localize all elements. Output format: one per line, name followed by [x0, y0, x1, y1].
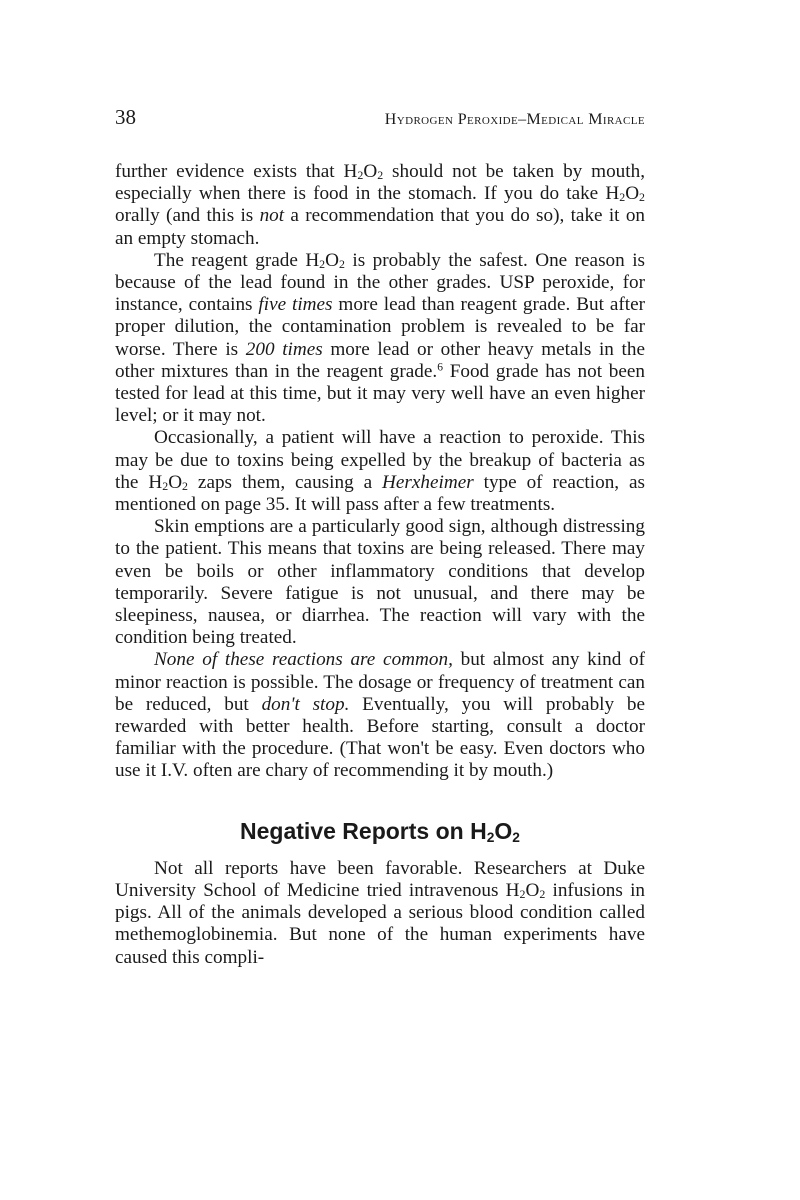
- body-text: [115, 161, 645, 969]
- chemical-formula: H2O2: [148, 471, 188, 493]
- section-heading: Negative Reports on H2O2: [240, 817, 520, 845]
- paragraph-text: infusions in pigs. All of the animals developed a serious blood condition called methemoglobinemia. But none of the human experiments have caused this compli-: [115, 879, 645, 968]
- running-header: [115, 105, 645, 145]
- paragraph-text: Eventually, you will probably be rewarded with better health. Before starting, consult a doctor familiar with the procedure. (That won't be easy. Even doctors who use it I.V. often are chary of recommending it by mouth.): [115, 693, 646, 782]
- paragraph-text: type of reaction, as mentioned on page 35. It will pass after a few treatments.: [115, 471, 645, 516]
- paragraph-text: Not all reports have been favorable. Researchers at Duke University School of Medicine tried intravenous: [115, 857, 645, 901]
- paragraph-text: should not be taken by mouth, especially when there is food in the stomach. If you do take: [115, 161, 645, 205]
- paragraph-text: more lead or other heavy metals in the other mixtures than in the reagent grade.: [115, 338, 645, 382]
- emphasis-text: not: [259, 205, 285, 227]
- paragraph-text: but almost any kind of minor reaction is possible. The dosage or frequency of treatment can be reduced, but: [115, 649, 645, 715]
- paragraph-text: zaps them, causing a: [188, 471, 383, 493]
- paragraph-4: [115, 516, 645, 649]
- chemical-formula: H2O2: [605, 183, 645, 205]
- chemical-formula: H2O2: [505, 879, 546, 902]
- paragraph-text: a recommendation that you do so), take it on an empty stomach.: [115, 205, 646, 249]
- paragraph-text: Food grade has not been tested for lead at this time, but it may very well have an even higher level; or it may not.: [115, 360, 645, 427]
- paragraph-text: Occasionally, a patient will have a reaction to peroxide. This may be due to toxins being expelled by the breakup of bacteria as the: [115, 427, 645, 493]
- emphasis-text: don't stop.: [261, 693, 350, 715]
- footnote-reference: 6: [437, 361, 443, 374]
- paragraph-5: [115, 649, 645, 782]
- chemical-formula: H2O2: [305, 249, 345, 271]
- emphasis-text: five times: [258, 294, 333, 316]
- paragraph-6: [115, 858, 645, 969]
- emphasis-text: 200 times: [245, 338, 323, 360]
- paragraph-3: [115, 427, 645, 516]
- page-number: 38: [115, 105, 136, 129]
- chemical-formula: H2O2: [343, 161, 384, 183]
- book-title: Hydrogen Peroxide–Medical Miracle: [384, 111, 645, 128]
- paragraph-1: [115, 161, 645, 250]
- paragraph-text: is probably the safest. One reason is because of the lead found in the other grades. USP peroxide, for instance, contains: [115, 249, 645, 316]
- paragraph-text: orally (and this is: [115, 205, 260, 227]
- emphasis-text: None of these reactions are common,: [154, 649, 453, 671]
- paragraph-2: [115, 250, 645, 428]
- document-page: [115, 105, 645, 969]
- emphasis-text: Herxheimer: [382, 471, 474, 493]
- paragraph-text: more lead than reagent grade. But after proper dilution, the contamination problem is revealed to be far worse. There is: [115, 294, 645, 360]
- paragraph-text: Skin emptions are a particularly good sign, although distressing to the patient. This means that toxins are being released. There may even be boils or other inflammatory conditions that develop temporarily. Severe fatigue is not unusual, and there may be sleepiness, nausea, or diarrhea. The reaction will vary with the condition being treated.: [115, 516, 645, 649]
- paragraph-text: The reagent grade: [154, 249, 306, 271]
- paragraph-text: further evidence exists that: [115, 161, 344, 182]
